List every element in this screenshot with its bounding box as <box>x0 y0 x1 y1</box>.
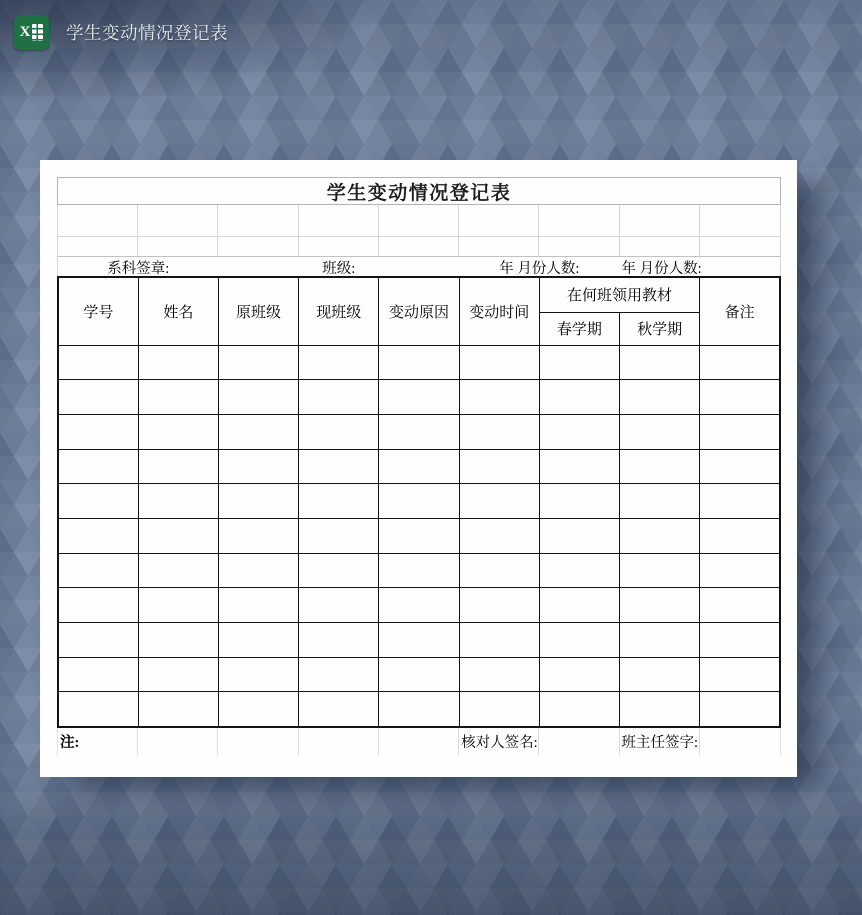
body-cell <box>620 380 700 415</box>
body-cell <box>218 588 298 623</box>
empty-cell <box>620 237 700 256</box>
empty-cell <box>459 237 539 256</box>
empty-cell <box>379 205 459 236</box>
body-cell <box>299 553 379 588</box>
body-cell <box>218 623 298 658</box>
body-cell <box>539 345 619 380</box>
body-cell <box>459 449 539 484</box>
body-cell <box>539 484 619 519</box>
body-cell <box>138 623 218 658</box>
col-header-current-class: 现班级 <box>299 277 379 345</box>
body-cell <box>459 518 539 553</box>
info-row <box>57 256 781 276</box>
body-cell <box>299 484 379 519</box>
body-cell <box>58 484 138 519</box>
body-cell <box>700 588 780 623</box>
table-row <box>58 623 780 658</box>
empty-cell <box>58 237 138 256</box>
dept-seal-label: 系科签章: <box>107 261 170 277</box>
body-cell <box>700 380 780 415</box>
body-cell <box>459 657 539 692</box>
body-cell <box>299 692 379 727</box>
col-header-autumn-term: 秋学期 <box>620 312 700 345</box>
empty-cell <box>299 237 379 256</box>
body-cell <box>620 518 700 553</box>
body-cell <box>700 345 780 380</box>
body-cell <box>58 518 138 553</box>
excel-icon-letter: X <box>19 24 31 40</box>
body-cell <box>539 449 619 484</box>
body-cell <box>58 623 138 658</box>
empty-cell <box>138 205 218 236</box>
count-label-2: 年 月份人数: <box>621 261 702 277</box>
empty-grid-row <box>57 205 781 237</box>
body-cell <box>539 657 619 692</box>
body-cell <box>218 553 298 588</box>
body-cell <box>620 588 700 623</box>
body-cell <box>138 657 218 692</box>
body-cell <box>700 623 780 658</box>
body-cell <box>218 657 298 692</box>
body-cell <box>218 692 298 727</box>
body-cell <box>299 380 379 415</box>
table-row <box>58 553 780 588</box>
col-header-change-time: 变动时间 <box>459 277 539 345</box>
empty-cell <box>539 728 619 755</box>
body-cell <box>138 553 218 588</box>
body-cell <box>299 623 379 658</box>
body-cell <box>138 380 218 415</box>
body-cell <box>620 345 700 380</box>
body-cell <box>620 623 700 658</box>
table-row <box>58 588 780 623</box>
body-cell <box>58 414 138 449</box>
empty-cell <box>539 237 619 256</box>
excel-icon <box>14 15 49 50</box>
empty-cell <box>218 205 298 236</box>
empty-cell <box>539 205 619 236</box>
header-row-1 <box>58 277 780 312</box>
checker-signature-label: 核对人签名: <box>459 728 539 755</box>
body-cell <box>299 345 379 380</box>
body-cell <box>138 345 218 380</box>
body-cell <box>58 380 138 415</box>
body-cell <box>299 449 379 484</box>
body-cell <box>459 692 539 727</box>
body-cell <box>58 692 138 727</box>
body-cell <box>700 414 780 449</box>
taskbar-title: 学生变动情况登记表 <box>66 23 228 43</box>
body-cell <box>138 414 218 449</box>
table-row <box>58 657 780 692</box>
body-cell <box>299 657 379 692</box>
body-cell <box>379 657 459 692</box>
col-header-name: 姓名 <box>138 277 218 345</box>
empty-cell <box>58 205 138 236</box>
body-cell <box>700 657 780 692</box>
body-cell <box>459 380 539 415</box>
body-cell <box>379 345 459 380</box>
body-cell <box>620 484 700 519</box>
col-header-change-reason: 变动原因 <box>379 277 459 345</box>
table-row <box>58 380 780 415</box>
form-title: 学生变动情况登记表 <box>57 177 781 205</box>
head-teacher-signature-label: 班主任签字: <box>620 728 700 755</box>
body-cell <box>459 345 539 380</box>
body-cell <box>459 623 539 658</box>
body-cell <box>539 692 619 727</box>
body-cell <box>459 553 539 588</box>
col-header-remarks: 备注 <box>700 277 780 345</box>
empty-cell <box>299 205 379 236</box>
class-label: 班级: <box>322 261 356 277</box>
body-cell <box>620 449 700 484</box>
body-cell <box>299 518 379 553</box>
empty-cell <box>700 237 780 256</box>
body-cell <box>700 692 780 727</box>
body-cell <box>459 588 539 623</box>
body-cell <box>138 518 218 553</box>
body-cell <box>218 518 298 553</box>
col-header-textbook-group: 在何班领用教材 <box>539 277 699 312</box>
taskbar <box>14 15 228 50</box>
body-cell <box>539 588 619 623</box>
body-cell <box>218 484 298 519</box>
empty-cell <box>459 205 539 236</box>
empty-grid-row <box>57 237 781 256</box>
table-row <box>58 449 780 484</box>
body-cell <box>218 449 298 484</box>
body-cell <box>620 657 700 692</box>
table-row <box>58 345 780 380</box>
registration-table <box>57 276 781 728</box>
body-cell <box>620 553 700 588</box>
body-cell <box>700 484 780 519</box>
body-cell <box>379 484 459 519</box>
body-cell <box>138 692 218 727</box>
body-cell <box>218 345 298 380</box>
body-cell <box>379 449 459 484</box>
body-cell <box>58 553 138 588</box>
table-row <box>58 484 780 519</box>
empty-cell <box>218 728 298 755</box>
empty-cell <box>700 205 780 236</box>
empty-cell <box>700 728 780 755</box>
body-cell <box>299 414 379 449</box>
body-cell <box>58 345 138 380</box>
col-header-student-id: 学号 <box>58 277 138 345</box>
excel-icon-grid <box>32 24 43 41</box>
body-cell <box>58 588 138 623</box>
footer-row <box>57 728 781 755</box>
table-row <box>58 414 780 449</box>
body-cell <box>299 588 379 623</box>
empty-cell <box>379 728 459 755</box>
body-cell <box>620 692 700 727</box>
body-cell <box>700 553 780 588</box>
body-cell <box>700 518 780 553</box>
sheet <box>40 160 797 777</box>
body-cell <box>138 588 218 623</box>
body-cell <box>379 588 459 623</box>
body-cell <box>620 414 700 449</box>
body-cell <box>459 414 539 449</box>
table-body <box>58 345 780 727</box>
count-label-1: 年 月份人数: <box>499 261 580 277</box>
body-cell <box>379 623 459 658</box>
body-cell <box>539 623 619 658</box>
body-cell <box>379 380 459 415</box>
body-cell <box>379 692 459 727</box>
body-cell <box>218 414 298 449</box>
body-cell <box>379 553 459 588</box>
empty-cell <box>379 237 459 256</box>
body-cell <box>459 484 539 519</box>
empty-cell <box>218 237 298 256</box>
body-cell <box>379 518 459 553</box>
col-header-spring-term: 春学期 <box>539 312 619 345</box>
body-cell <box>539 380 619 415</box>
body-cell <box>539 518 619 553</box>
body-cell <box>379 414 459 449</box>
body-cell <box>138 484 218 519</box>
col-header-original-class: 原班级 <box>218 277 298 345</box>
sheet-inner <box>57 177 781 755</box>
table-row <box>58 692 780 727</box>
table-row <box>58 518 780 553</box>
body-cell <box>58 657 138 692</box>
empty-cell <box>620 205 700 236</box>
body-cell <box>58 449 138 484</box>
note-label: 注: <box>58 728 138 755</box>
body-cell <box>218 380 298 415</box>
body-cell <box>138 449 218 484</box>
body-cell <box>539 414 619 449</box>
body-cell <box>539 553 619 588</box>
empty-cell <box>299 728 379 755</box>
body-cell <box>700 449 780 484</box>
empty-cell <box>138 237 218 256</box>
empty-cell <box>138 728 218 755</box>
